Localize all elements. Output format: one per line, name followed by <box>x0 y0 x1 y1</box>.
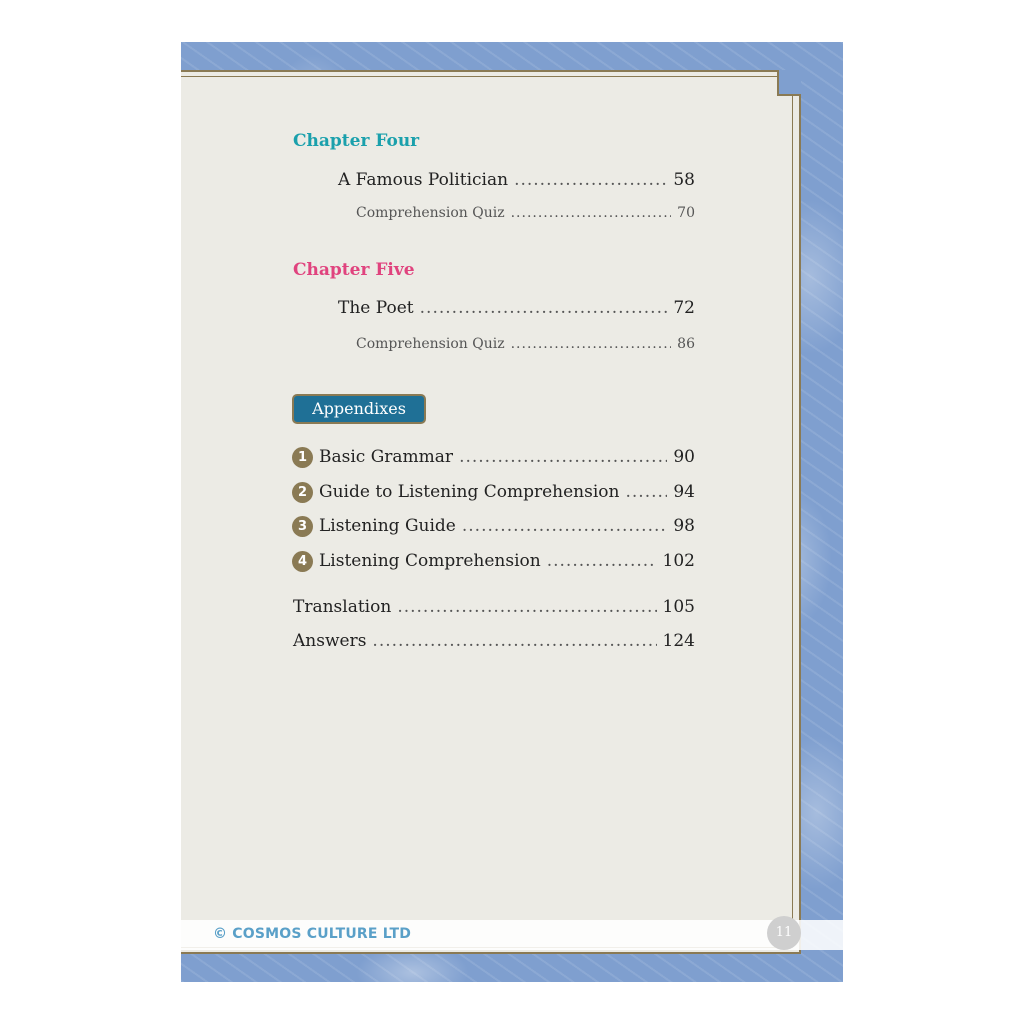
dot-leader <box>372 631 656 651</box>
number-badge-icon: 2 <box>292 482 313 503</box>
toc-entry-title: Answers <box>293 631 367 651</box>
toc-entry-title: Listening Guide <box>319 516 456 536</box>
toc-entry-title: The Poet <box>338 298 414 318</box>
toc-entry-page: 98 <box>673 516 695 536</box>
toc-entry-title: Comprehension Quiz <box>356 205 505 221</box>
number-badge-icon: 1 <box>292 447 313 468</box>
toc-entry-chapter-four-quiz[interactable] <box>356 205 695 221</box>
toc-entry-page: 105 <box>662 597 695 617</box>
toc-entry-chapter-four[interactable] <box>338 170 695 190</box>
appendix-entry-1[interactable] <box>292 447 695 469</box>
toc-entry-page: 124 <box>662 631 695 651</box>
chapter-five-heading: Chapter Five <box>293 260 415 280</box>
chapter-four-heading: Chapter Four <box>293 131 420 151</box>
dot-leader <box>462 516 667 536</box>
appendix-entry-2[interactable] <box>292 482 695 504</box>
toc-entry-title: Guide to Listening Comprehension <box>319 482 620 502</box>
toc-entry-chapter-five[interactable] <box>338 298 695 318</box>
toc-entry-page: 86 <box>677 336 695 352</box>
toc-entry-title: A Famous Politician <box>338 170 509 190</box>
dot-leader <box>547 551 657 571</box>
toc-entry-page: 90 <box>673 447 695 467</box>
dot-leader <box>511 205 672 221</box>
toc-entry-chapter-five-quiz[interactable] <box>356 336 695 352</box>
number-badge-icon: 3 <box>292 516 313 537</box>
toc-entry-title: Translation <box>293 597 392 617</box>
page-number: 11 <box>767 916 801 950</box>
appendix-entry-3[interactable] <box>292 516 695 538</box>
dot-leader <box>397 597 656 617</box>
number-badge-icon: 4 <box>292 551 313 572</box>
appendix-entry-4[interactable] <box>292 551 695 573</box>
toc-entry-title: Basic Grammar <box>319 447 454 467</box>
appendixes-badge: Appendixes <box>292 394 426 424</box>
toc-entry-title: Listening Comprehension <box>319 551 541 571</box>
dot-leader <box>511 336 672 352</box>
toc-entry-title: Comprehension Quiz <box>356 336 505 352</box>
toc-entry-page: 70 <box>677 205 695 221</box>
copyright-text: © COSMOS CULTURE LTD <box>213 926 412 942</box>
toc-entry-page: 94 <box>673 482 695 502</box>
dot-leader <box>625 482 667 502</box>
toc-entry-answers[interactable] <box>293 631 695 651</box>
dot-leader <box>514 170 667 190</box>
toc-entry-page: 58 <box>673 170 695 190</box>
dot-leader <box>420 298 668 318</box>
toc-entry-page: 102 <box>662 551 695 571</box>
toc-entry-page: 72 <box>673 298 695 318</box>
toc-entry-translation[interactable] <box>293 597 695 617</box>
dot-leader <box>459 447 667 467</box>
